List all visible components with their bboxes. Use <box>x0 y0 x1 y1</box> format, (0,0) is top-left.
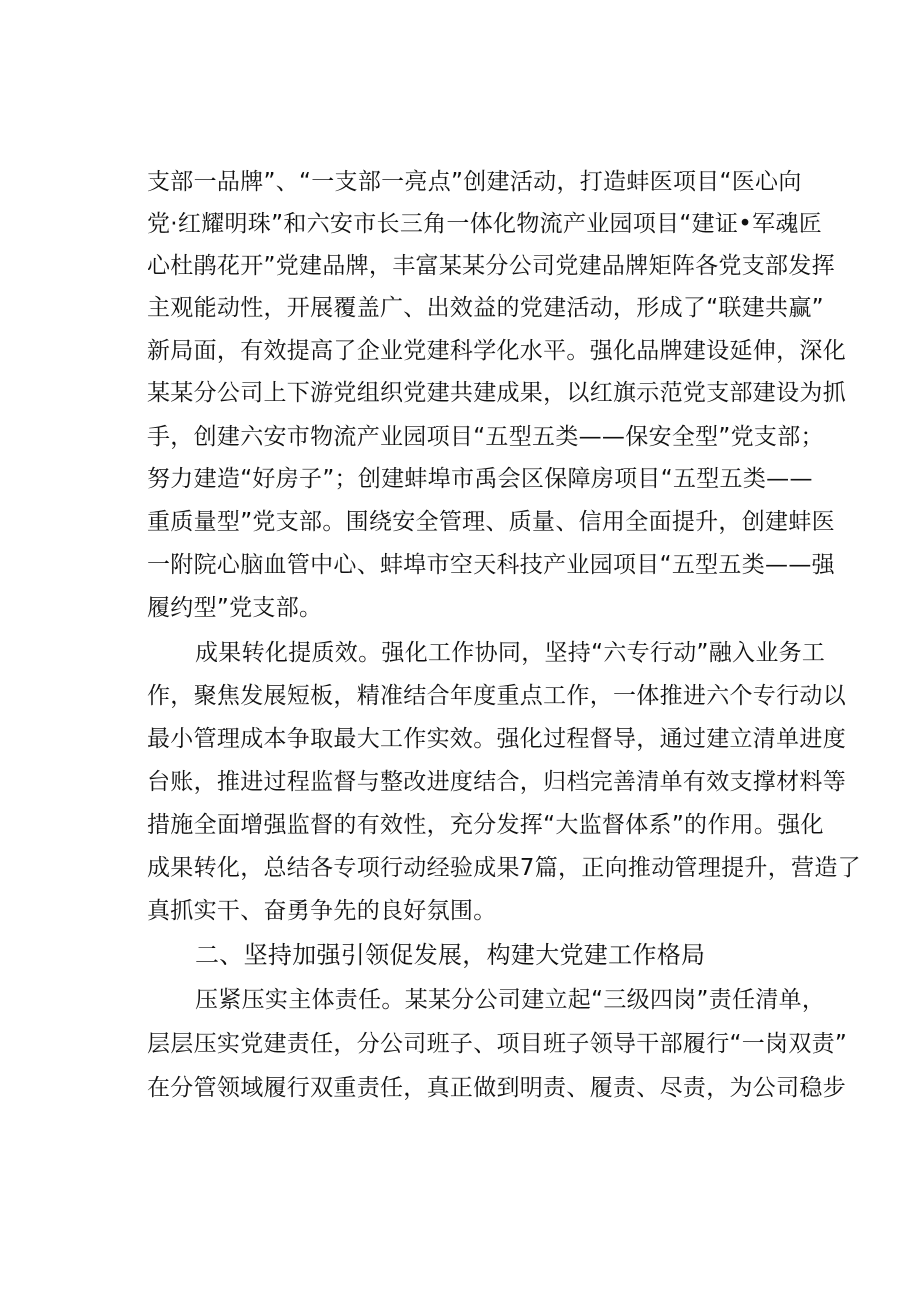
body-text-line: 某某分公司上下游党组织党建共建成果，以红旗示范党支部建设为抓 <box>147 380 846 406</box>
body-text-line: 在分管领域履行双重责任，真正做到明责、履责、尽责，为公司稳步 <box>147 1075 846 1101</box>
body-text-line: 主观能动性，开展覆盖广、出效益的党建活动，形成了“联建共赢” <box>147 295 824 321</box>
body-text-line: 新局面，有效提高了企业党建科学化水平。强化品牌建设延伸，深化 <box>147 338 846 364</box>
body-text-line: 重质量型”党支部。围绕安全管理、质量、信用全面提升，创建蚌医 <box>147 509 835 535</box>
body-text-line: 作，聚焦发展短板，精准结合年度重点工作，一体推进六个专行动以 <box>147 683 846 709</box>
body-text-line: 手，创建六安市物流产业园项目“五型五类——保安全型”党支部； <box>147 424 824 450</box>
section-heading: 二、坚持加强引领促发展，构建大党建工作格局 <box>195 941 706 969</box>
body-text-line: 真抓实干、奋勇争先的良好氛围。 <box>147 898 497 924</box>
body-text-line: 台账，推进过程监督与整改进度结合，归档完善清单有效支撑材料等 <box>147 769 846 795</box>
paragraph-start-line: 成果转化提质效。强化工作协同，坚持“六专行动”融入业务工 <box>195 640 826 666</box>
body-text-line: 心杜鹃花开”党建品牌，丰富某某分公司党建品牌矩阵各党支部发挥 <box>147 253 835 279</box>
body-text-line: 党·红耀明珠”和六安市长三角一体化物流产业园项目“建证•军魂匠 <box>147 211 823 237</box>
body-text-line: 履约型”党支部。 <box>147 595 323 621</box>
body-text-line: 支部一品牌”、“一支部一亮点”创建活动，打造蚌医项目“医心向 <box>147 169 802 195</box>
body-text-line: 层层压实党建责任，分公司班子、项目班子领导干部履行“一岗双责” <box>147 1031 848 1057</box>
body-text-line: 努力建造“好房子”；创建蚌埠市禹会区保障房项目“五型五类—— <box>147 466 813 492</box>
paragraph-start-line: 压紧压实主体责任。某某分公司建立起“三级四岗”责任清单， <box>195 987 826 1013</box>
body-text-line: 成果转化，总结各专项行动经验成果7篇，正向推动管理提升，营造了 <box>147 855 861 881</box>
body-text-line: 一附院心脑血管中心、蚌埠市空天科技产业园项目“五型五类——强 <box>147 552 835 578</box>
body-text-line: 措施全面增强监督的有效性，充分发挥“大监督体系”的作用。强化 <box>147 812 824 838</box>
body-text-line: 最小管理成本争取最大工作实效。强化过程督导，通过建立清单进度 <box>147 726 846 752</box>
